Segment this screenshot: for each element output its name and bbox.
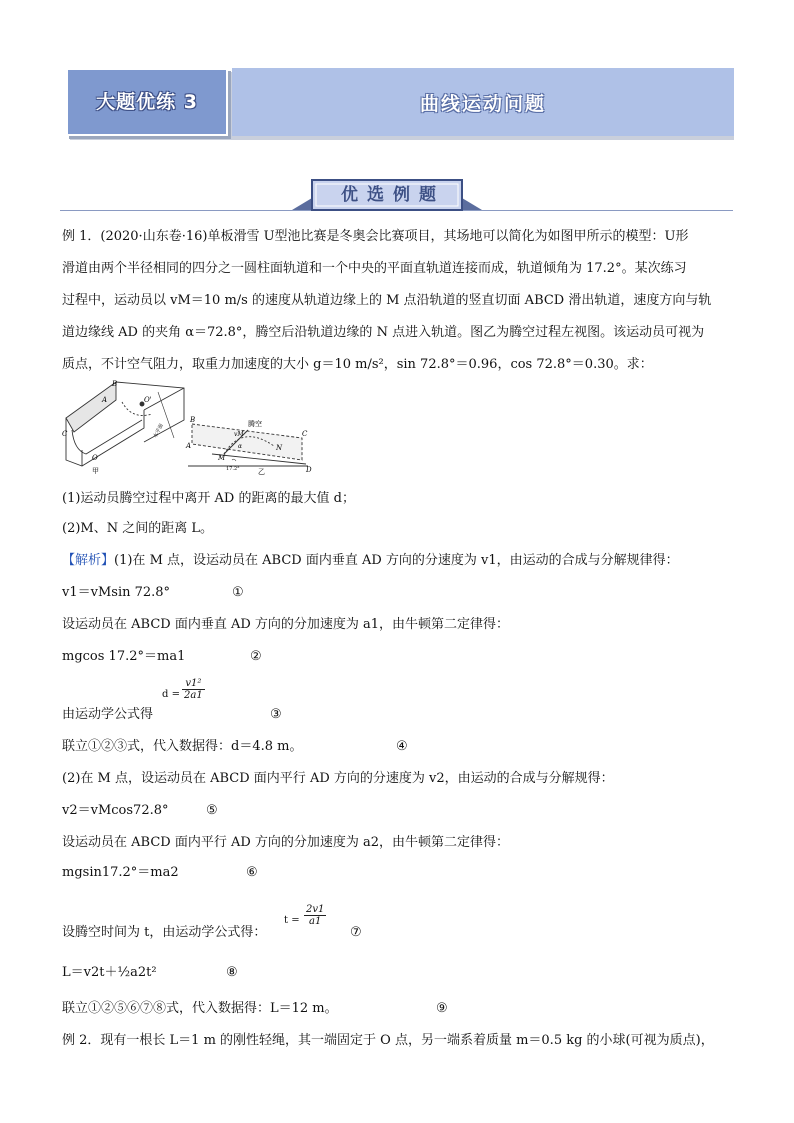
solution-line: 由运动学公式得 (62, 707, 154, 722)
figure-label: M (218, 454, 226, 462)
figure-label: C (302, 430, 308, 438)
solution-tag: 【解析】 (62, 553, 115, 568)
figure-label: O' (144, 396, 152, 404)
formula-denominator: 2a1 (184, 690, 203, 701)
figure-label: C (62, 430, 68, 438)
figure-label: B (112, 380, 118, 388)
badge-title: 大题优练 3 (96, 91, 198, 113)
solution-line: (2)在 M 点，设运动员在 ABCD 面内平行 AD 方向的分速度为 v2，由运动的合成与分解规得： (62, 771, 614, 786)
solution-line: 联立①②⑤⑥⑦⑧式，代入数据得：L＝12 m。 (62, 1001, 338, 1016)
equation-number: ⑤ (206, 803, 218, 818)
equation-number: ⑧ (226, 965, 238, 980)
equation-number: ④ (396, 739, 408, 754)
topic-title: 曲线运动问题 (419, 93, 546, 115)
problem-figure (62, 380, 312, 475)
problem-line: 道边缘线 AD 的夹角 α＝72.8°，腾空后沿轨道边缘的 N 点进入轨道。图乙为腾空过程左视图。该运动员可视为 (62, 325, 705, 340)
solution-line: 联立①②③式，代入数据得：d＝4.8 m。 (62, 739, 303, 754)
equation-number: ⑨ (436, 1001, 448, 1016)
figure-yi (188, 424, 308, 466)
equation-number: ② (250, 649, 262, 664)
figure-label: A (102, 396, 108, 404)
problem-line: 过程中，运动员以 vM＝10 m/s 的速度从轨道边缘上的 M 点沿轨道的竖直切面 ABCD 滑出轨道，速度方向与轨 (62, 293, 712, 308)
figure-label: α (238, 443, 243, 450)
solution-line: 设运动员在 ABCD 面内垂直 AD 方向的分加速度为 a1，由牛顿第二定律得： (62, 617, 510, 632)
solution-line: 设腾空时间为 t，由运动学公式得： (62, 925, 267, 940)
solution-text: (1)在 M 点，设运动员在 ABCD 面内垂直 AD 方向的分速度为 v1，由运动的合成与分解规律得： (114, 553, 679, 568)
formula-numerator: v1² (182, 678, 205, 690)
figure-label: A (186, 442, 192, 450)
figure-label: D (306, 466, 312, 474)
problem-line: 滑道由两个半径相同的四分之一圆柱面轨道和一个中央的平面直轨道连接而成，轨道倾角为 17.2°。某次练习 (62, 261, 687, 276)
formula-denominator: a1 (309, 916, 322, 927)
solution-line: v1＝vMsin 72.8° (62, 585, 171, 600)
solution-line: mgcos 17.2°＝ma1 (62, 649, 186, 664)
figure-caption: 乙 (258, 468, 265, 475)
figure-label: O (92, 454, 98, 462)
formula-d (182, 678, 205, 701)
problem-line: 质点，不计空气阻力，取重力加速度的大小 g＝10 m/s²，sin 72.8°＝0.96，cos 72.8°＝0.30。求： (62, 357, 653, 372)
solution-line: mgsin17.2°＝ma2 (62, 865, 179, 880)
figure-label: B (190, 416, 196, 424)
problem-line: 例 2．现有一根长 L＝1 m 的刚性轻绳，其一端固定于 O 点，另一端系着质量 m＝0.5 kg 的小球(可视为质点)， (62, 1033, 714, 1048)
question-line: (2)M、N 之间的距离 L。 (62, 521, 213, 536)
equation-number: ⑦ (350, 925, 362, 940)
figure-label: 17.2° (226, 466, 240, 472)
solution-line: 设运动员在 ABCD 面内平行 AD 方向的分加速度为 a2，由牛顿第二定律得： (62, 835, 510, 850)
equation-number: ⑥ (246, 865, 258, 880)
section-label: 优选例题 (341, 185, 445, 205)
figure-label: 腾空 (248, 420, 262, 428)
solution-line (62, 552, 742, 570)
equation-number: ① (232, 585, 244, 600)
solution-line: L＝v2t＋½a2t² (62, 965, 157, 980)
formula-numerator: 2v1 (306, 904, 325, 915)
figure-caption: 甲 (92, 467, 99, 475)
formula-lhs: t = (284, 915, 300, 926)
question-line: (1)运动员腾空过程中离开 AD 的距离的最大值 d； (62, 491, 355, 506)
problem-line: 例 1．(2020·山东卷·16)单板滑雪 U型池比赛是冬奥会比赛项目，其场地可以简化为如图甲所示的模型：U形 (62, 229, 689, 244)
formula-lhs: d = (162, 689, 180, 700)
figure-label: 水平面 (152, 422, 165, 439)
figure-label: N (276, 444, 283, 452)
figure-jia (66, 382, 184, 466)
figure-label: vM (234, 431, 244, 438)
solution-line: v2＝vMcos72.8° (62, 803, 169, 818)
equation-number: ③ (270, 707, 282, 722)
